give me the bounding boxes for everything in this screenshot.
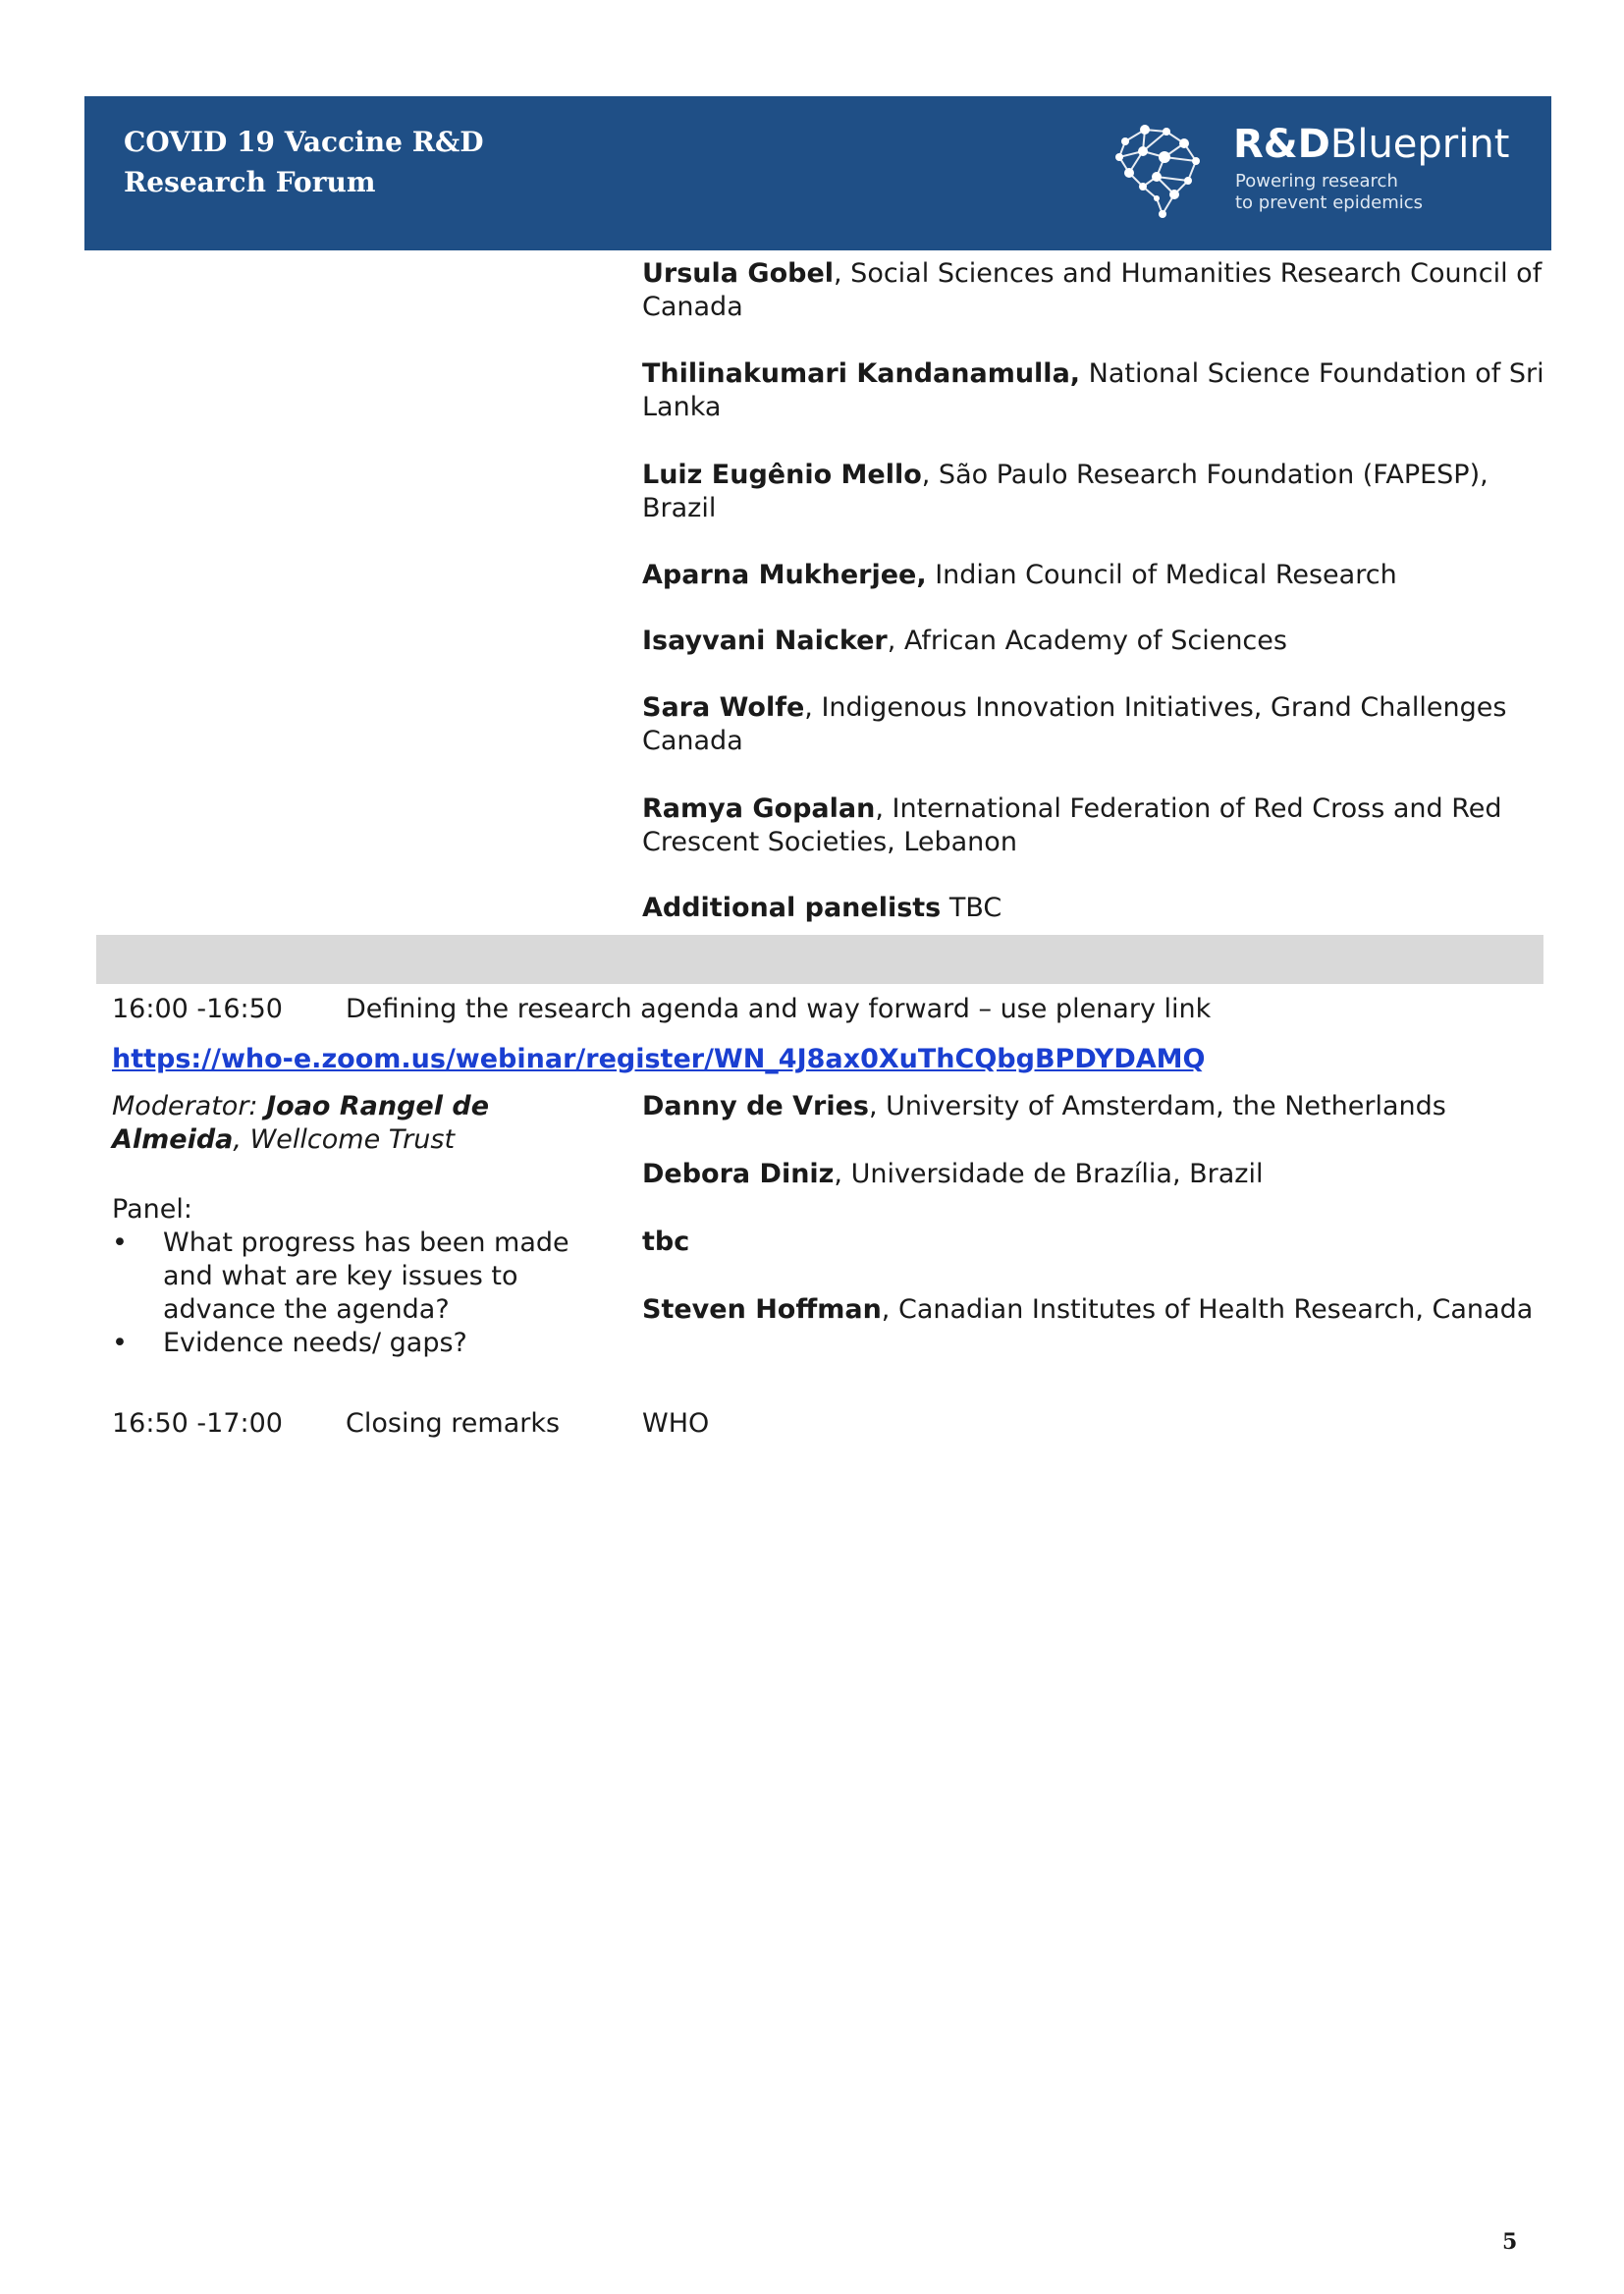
panelist-affiliation: TBC [941, 893, 1002, 923]
panel-question: • What progress has been made and what are key issues to advance the agenda? [112, 1227, 623, 1327]
header-banner [84, 96, 1551, 250]
session-panelist [642, 1158, 1545, 1191]
logo-brand-name [1233, 122, 1509, 167]
panelist-name: Sara Wolfe [642, 692, 805, 723]
section-divider [96, 935, 1543, 984]
panelist-name: Danny de Vries [642, 1091, 869, 1121]
forum-title-line2: Research Forum [124, 166, 376, 198]
panelist-affiliation: , Canadian Institutes of Health Research, Canada [881, 1294, 1534, 1325]
panelist-affiliation: , São Paulo Research Foundation (FAPESP), Brazil [642, 460, 1489, 523]
closing-title: Closing remarks [346, 1408, 561, 1439]
panelist-name: Isayvani Naicker [642, 626, 888, 656]
logo-tagline-line2: to prevent epidemics [1235, 192, 1424, 213]
panelist-affiliation: , Social Sciences and Humanities Research Council of Canada [642, 258, 1543, 322]
session-title: Defining the research agenda and way forward – use plenary link [346, 994, 1212, 1024]
panelist-name: Debora Diniz [642, 1159, 835, 1189]
panelist-entry [642, 892, 1545, 925]
panelist-entry [642, 459, 1545, 525]
session-panelist [642, 1090, 1545, 1123]
moderator-name: Joao Rangel de Almeida [112, 1091, 490, 1155]
forum-title-line1: COVID 19 Vaccine R&D [124, 126, 484, 158]
panelist-affiliation: , African Academy of Sciences [887, 626, 1287, 656]
panelist-name: Luiz Eugênio Mello [642, 460, 922, 490]
closing-time: 16:50 -17:00 [112, 1408, 283, 1439]
panelist-name: Ursula Gobel [642, 258, 835, 289]
moderator-org: Wellcome Trust [249, 1124, 456, 1155]
panelist-name: Thilinakumari Kandanamulla, [642, 358, 1081, 389]
panelist-entry [642, 625, 1545, 658]
logo-tagline [1235, 171, 1423, 214]
panel-questions [112, 1227, 623, 1360]
panelist-entry [642, 559, 1545, 592]
panel-question: • Evidence needs/ gaps? [112, 1327, 623, 1360]
panelist-affiliation: , International Federation of Red Cross and Red Crescent Societies, Lebanon [642, 793, 1502, 857]
forum-title [124, 122, 484, 202]
session-time: 16:00 -16:50 [112, 994, 283, 1024]
logo-brand-bold: R&D [1233, 122, 1330, 167]
webinar-register-link[interactable]: https://who-e.zoom.us/webinar/register/WN_4J8ax0XuThCQbgBPDYDAMQ [112, 1044, 1206, 1074]
panelist-name: Additional panelists [642, 893, 942, 923]
panelist-entry [642, 357, 1545, 424]
rd-blueprint-logo [1106, 112, 1538, 230]
session-panelist [642, 1226, 1545, 1259]
panelist-affiliation: , University of Amsterdam, the Netherlands [868, 1091, 1446, 1121]
panelist-affiliation: Indian Council of Medical Research [926, 560, 1397, 590]
logo-tagline-line1: Powering research [1235, 171, 1398, 191]
session-panelist [642, 1293, 1545, 1327]
moderator-separator: , [233, 1124, 242, 1155]
panelist-affiliation: , Indigenous Innovation Initiatives, Grand Challenges Canada [642, 692, 1507, 756]
panelist-name: Aparna Mukherjee, [642, 560, 927, 590]
moderator-label: Moderator: [112, 1091, 258, 1121]
panelist-name: tbc [642, 1227, 690, 1257]
panelist-entry [642, 792, 1545, 859]
panelist-name: Ramya Gopalan [642, 793, 876, 824]
panelist-affiliation: National Science Foundation of Sri Lanka [642, 358, 1544, 422]
logo-brand-regular: Blueprint [1329, 122, 1510, 167]
panelist-entry [642, 257, 1545, 324]
panelist-affiliation: , Universidade de Brazília, Brazil [834, 1159, 1264, 1189]
network-globe-icon [1106, 112, 1214, 230]
page-number: 5 [1502, 2229, 1518, 2255]
moderator [112, 1090, 623, 1157]
panelist-name: Steven Hoffman [642, 1294, 882, 1325]
panel-label: Panel: [112, 1194, 192, 1225]
closing-speaker: WHO [642, 1408, 710, 1439]
panelist-entry [642, 691, 1545, 758]
